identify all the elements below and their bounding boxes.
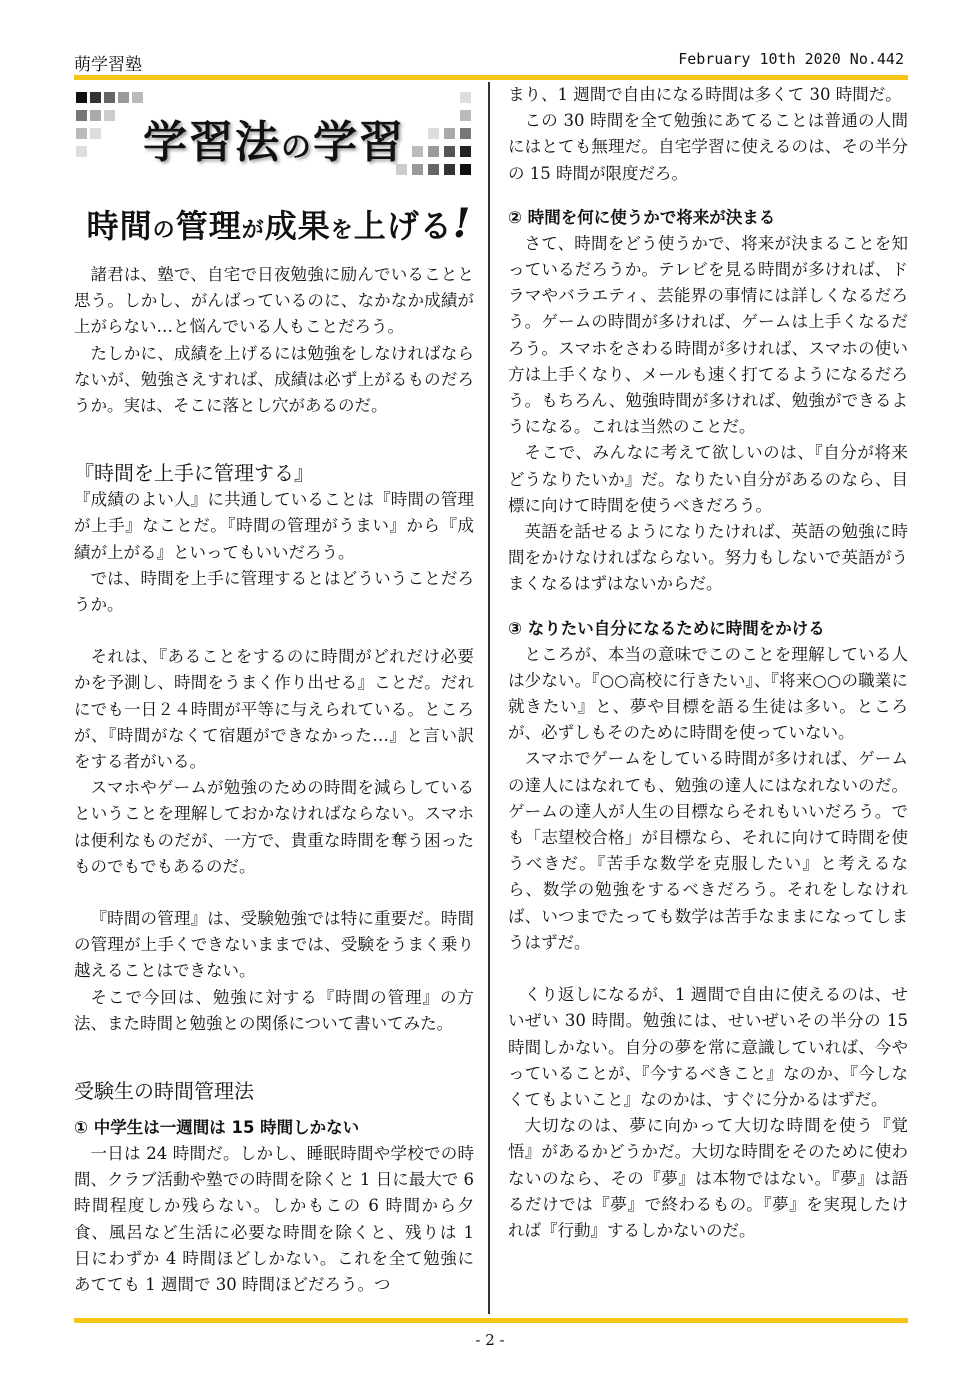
paragraph: たしかに、成績を上げるには勉強をしなければならないが、勉強さえすれば、成績は必ず上がるものだろうか。実は、そこに落とし穴があるのだ。 [74, 343, 474, 416]
title-block [74, 88, 474, 188]
section-heading: 受験生の時間管理法 [74, 1079, 254, 1104]
paragraph: それは、『あることをするのに時間がどれだけ必要かを予測し、時間をうまく作り出せる』ことだ。だれにでも一日２４時間が平等に与えられている。ところが、『時間がなくて宿題ができなかった…』と言い訳をする者がいる。 [74, 647, 474, 772]
paragraph: ところが、本当の意味でこのことを理解している人は少ない。『○○高校に行きたい』、『将来○○の職業に就きたい』と、夢や目標を語る生徒は多い。ところが、必ずしもそのために時間を使っていない。 [508, 644, 909, 743]
right-column [508, 82, 908, 1244]
paragraph: スマホやゲームが勉強のための時間を減らしているということを理解しておかなければならない。スマホは便利なものだが、一方で、貴重な時間を奪う困ったものでもでもあるのだ。 [74, 778, 474, 876]
paragraph: 『時間の管理』は、受験勉強では特に重要だ。時間の管理が上手くできないままでは、受験をうまく乗り越えることはできない。 [74, 909, 474, 981]
paragraph: さて、時間をどう使うかで、将来が決まることを知っているだろうか。テレビを見る時間が多ければ、ドラマやバラエティ、芸能界の事情には詳しくなるだろう。ゲームの時間が多ければ、ゲームは上手くなるだろう。スマホをさわる時間が多ければ、スマホの使い方は上手くなり、メールも速く打てるようになるだろう。もちろん、勉強時間が多ければ、勉強ができるようになる。これは当然のことだ。 [508, 233, 908, 437]
newsletter-title: 学習法の学習 [143, 117, 405, 168]
paragraph: 一日は 24 時間だ。しかし、睡眠時間や学校での時間、クラブ活動や塾での時間を除くと 1 日に最大で 6 時間程度しか残らない。しかもこの 6 時間から夕食、風呂など生活に必要な時間を除くと、残りは 1 日にわずか 4 時間ほどしかない。これを全て勉強にあてても 1 週間で 30 時間ほどだろう。つ [74, 1144, 474, 1295]
paragraph: まり、1 週間で自由になる時間は多くて 30 時間だ。 [508, 85, 902, 104]
bottom-rule [74, 1318, 908, 1323]
subsection-heading: ① 中学生は一週間は 15 時間しかない [74, 1118, 360, 1138]
paragraph: くり返しになるが、1 週間で自由に使えるのは、せいぜい 30 時間。勉強には、せいぜいその半分の 15 時間しかない。自分の夢を常に意識していれば、今やっていることが、『今するべきこと』なのか、『今しなくてもよいこと』なのかは、すぐに分かるはずだ。 [508, 985, 908, 1109]
paragraph: 大切なのは、夢に向かって大切な時間を使う『覚悟』があるかどうかだ。大切な時間をそのために使わないのなら、その『夢』は本物ではない。『夢』は語るだけでは『夢』で終わるもの。『夢』を実現したければ『行動』するしかないのだ。 [508, 1116, 908, 1240]
column-divider [488, 82, 490, 1314]
paragraph: 『成績のよい人』に共通していることは『時間の管理が上手』なことだ。『時間の管理がうまい』から『成績が上がる』といってもいいだろう。 [74, 490, 475, 562]
school-name: 萌学習塾 [74, 55, 142, 75]
issue-date: February 10th 2020 No.442 [678, 50, 904, 68]
top-rule [74, 75, 908, 80]
paragraph: では、時間を上手に管理するとはどういうことだろうか。 [74, 568, 474, 615]
paragraph: 英語を話せるようになりたければ、英語の勉強に時間をかけなければならない。努力もしないで英語がうまくなるはずはないからだ。 [508, 522, 908, 594]
paragraph: スマホでゲームをしている時間が多ければ、ゲームの達人にはなれても、勉強の達人にはなれないのだ。ゲームの達人が人生の目標ならそれもいいだろう。でも「志望校合格」が目標なら、それに向けて時間を使うべきだ。『苦手な数学を克服したい』と考えるなら、数学の勉強をするべきだろう。それをしなければ、いつまでたっても数学は苦手なままになってしまうはずだ。 [508, 749, 908, 952]
headline: 時間の管理が成果を上げる! [86, 200, 472, 247]
section-heading: 『時間を上手に管理する』 [74, 461, 314, 486]
paragraph: この 30 時間を全て勉強にあてることは普通の人間にはとても無理だ。自宅学習に使えるのは、その半分の 15 時間が限度だろ。 [508, 111, 908, 183]
subsection-heading: ③ なりたい自分になるために時間をかける [508, 618, 825, 638]
paragraph: そこで、みんなに考えて欲しいのは、『自分が将来どうなりたいか』だ。なりたい自分があるのなら、目標に向けて時間を使うべきだろう。 [508, 443, 908, 515]
paragraph: 諸君は、塾で、自宅で日夜勉強に励んでいることと思う。しかし、がんばっているのに、なかなか成績が上がらない…と悩んでいる人もことだろう。 [74, 265, 474, 337]
subsection-heading: ② 時間を何に使うかで将来が決まる [508, 207, 776, 227]
page-number: - 2 - [475, 1331, 505, 1349]
left-column [74, 262, 474, 1298]
paragraph: そこで今回は、勉強に対する『時間の管理』の方法、また時間と勉強との関係について書いてみた。 [74, 987, 474, 1033]
